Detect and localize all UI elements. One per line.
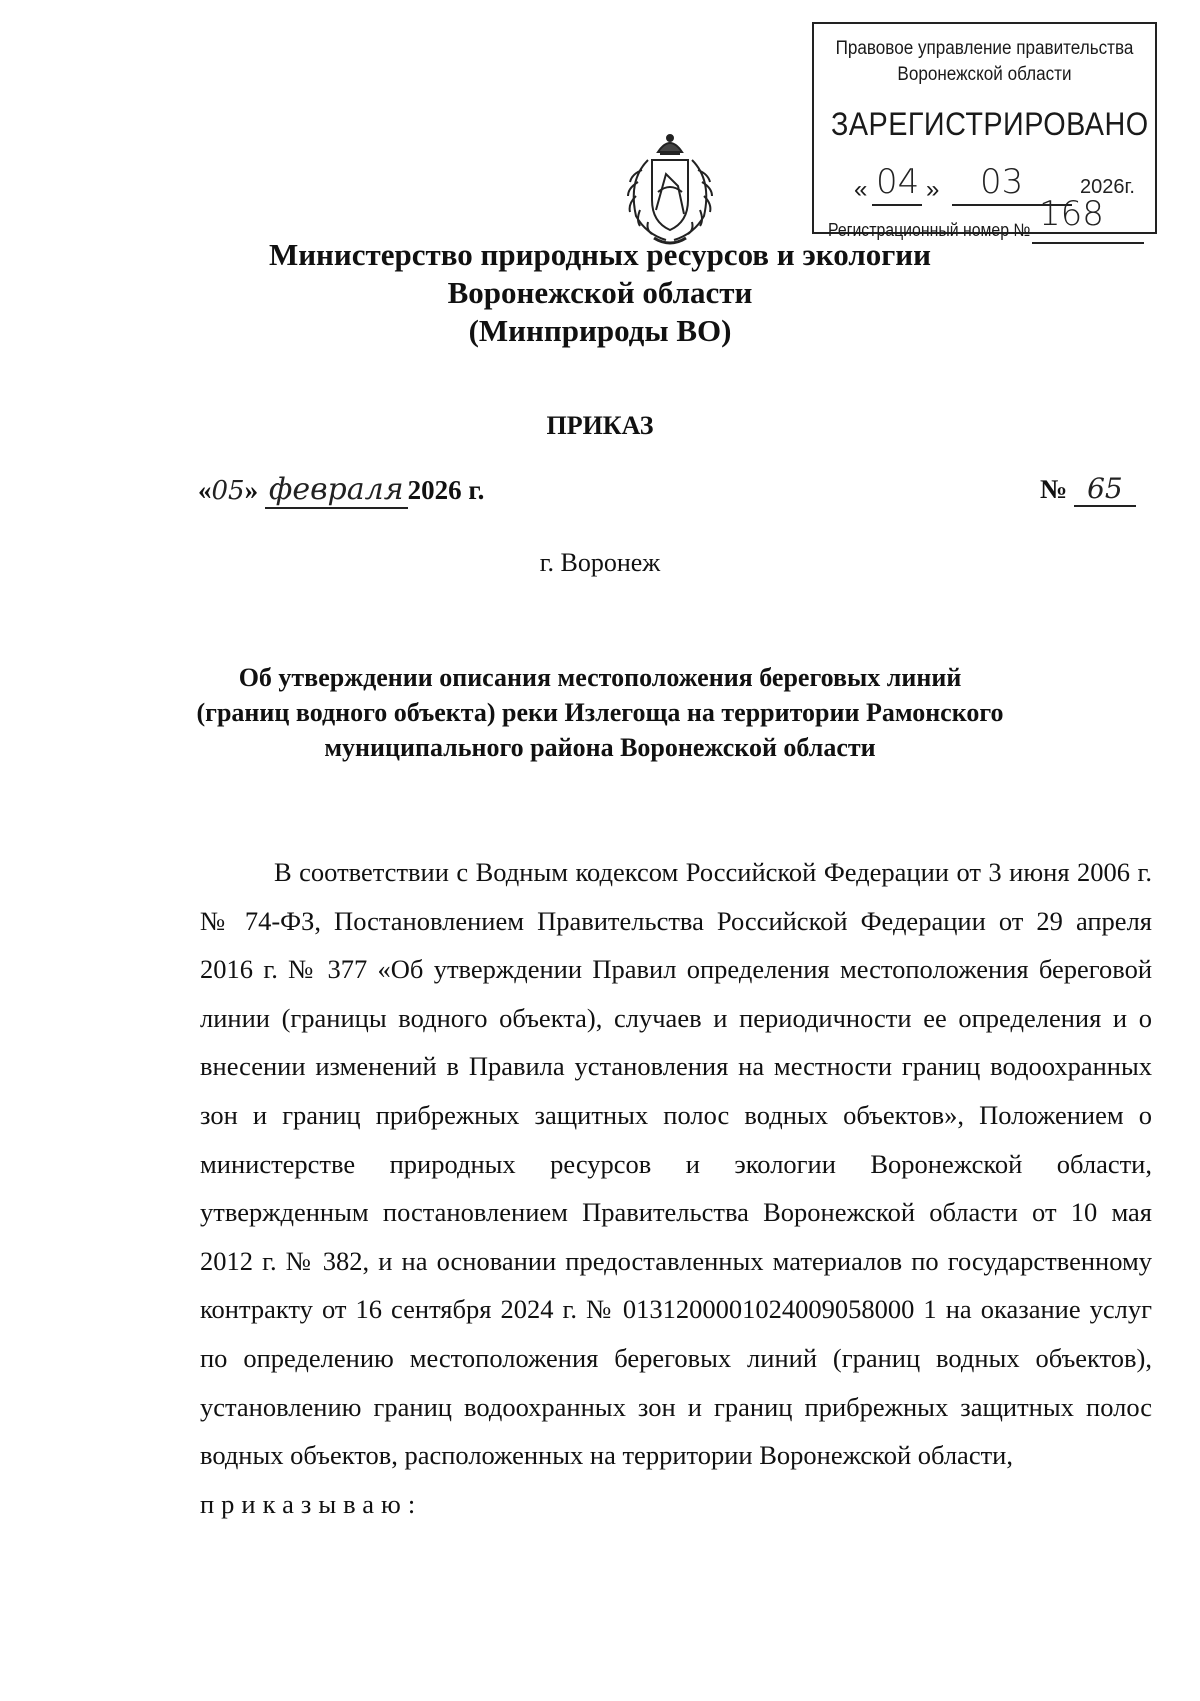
document-type: ПРИКАЗ [546, 411, 654, 440]
stamp-day: 04 [876, 162, 920, 202]
registration-stamp [812, 22, 1157, 240]
order-date [198, 472, 484, 507]
stamp-line2: Воронежской области [897, 64, 1072, 85]
date-year: 2026 г. [407, 475, 485, 505]
stamp-month: 03 [980, 162, 1024, 202]
org-line2: Воронежской области [447, 275, 753, 310]
subject-line1: Об утверждении описания местоположения береговых линий [238, 663, 962, 692]
stamp-line1: Правовое управление правительства [835, 38, 1134, 59]
stamp-year: 2026г. [1080, 176, 1135, 198]
body-paragraph [200, 848, 1152, 1528]
stamp-reg-number: 168 [1039, 194, 1104, 234]
organization-name [0, 236, 1200, 350]
order-subject [0, 660, 1200, 765]
order-number [1040, 472, 1136, 507]
subject-line3: муниципального района Воронежской области [324, 733, 876, 762]
org-line3: (Минприроды ВО) [468, 313, 732, 348]
date-close-quote: » [244, 475, 259, 505]
order-word: приказываю: [200, 1488, 423, 1519]
stamp-header [831, 36, 1138, 88]
date-open-quote: « [198, 475, 212, 505]
date-month: февраля [265, 472, 408, 509]
number-value: 65 [1074, 472, 1136, 507]
stamp-reg-label: Регистрационный номер № [828, 220, 1031, 240]
date-day: 05 [211, 476, 245, 506]
number-label: № [1040, 474, 1068, 504]
stamp-registered: ЗАРЕГИСТРИРОВАНО [831, 106, 1149, 142]
city: г. Воронеж [539, 548, 661, 577]
coat-of-arms-emblem [618, 130, 722, 250]
subject-line2: (границ водного объекта) реки Излегоща на территории Рамонского [196, 698, 1004, 727]
body-text: В соответствии с Водным кодексом Российской Федерации от 3 июня 2006 г. № 74-ФЗ, Постановлением Правительства Российской Федерации от 29 апреля 2016 г. № 377 «Об утверждении Правил определения местоположения береговой линии (границы водного объекта), случаев и периодичности ее определения и о внесении изменений в Правила установления на местности границ водоохранных зон и границ прибрежных защитных полос водных объектов», Положением о министерстве природных ресурсов и экологии Воронежской области, утвержденным постановлением Правительства Воронежской области от 10 мая 2012 г. № 382, и на основании предоставленных материалов по государственному контракту от 16 сентября 2024 г. № 0131200001024009058000 1 на оказание услуг по определению местоположения береговых линий (границ водных объектов), установлению границ водоохранных зон и границ прибрежных защитных полос водных объектов, расположенных на территории Воронежской области, [200, 857, 1152, 1471]
stamp-date: « 04 » 03 2026г. [854, 162, 1139, 206]
org-line1: Министерство природных ресурсов и экологии [268, 237, 932, 272]
coat-of-arms-icon [618, 130, 722, 250]
